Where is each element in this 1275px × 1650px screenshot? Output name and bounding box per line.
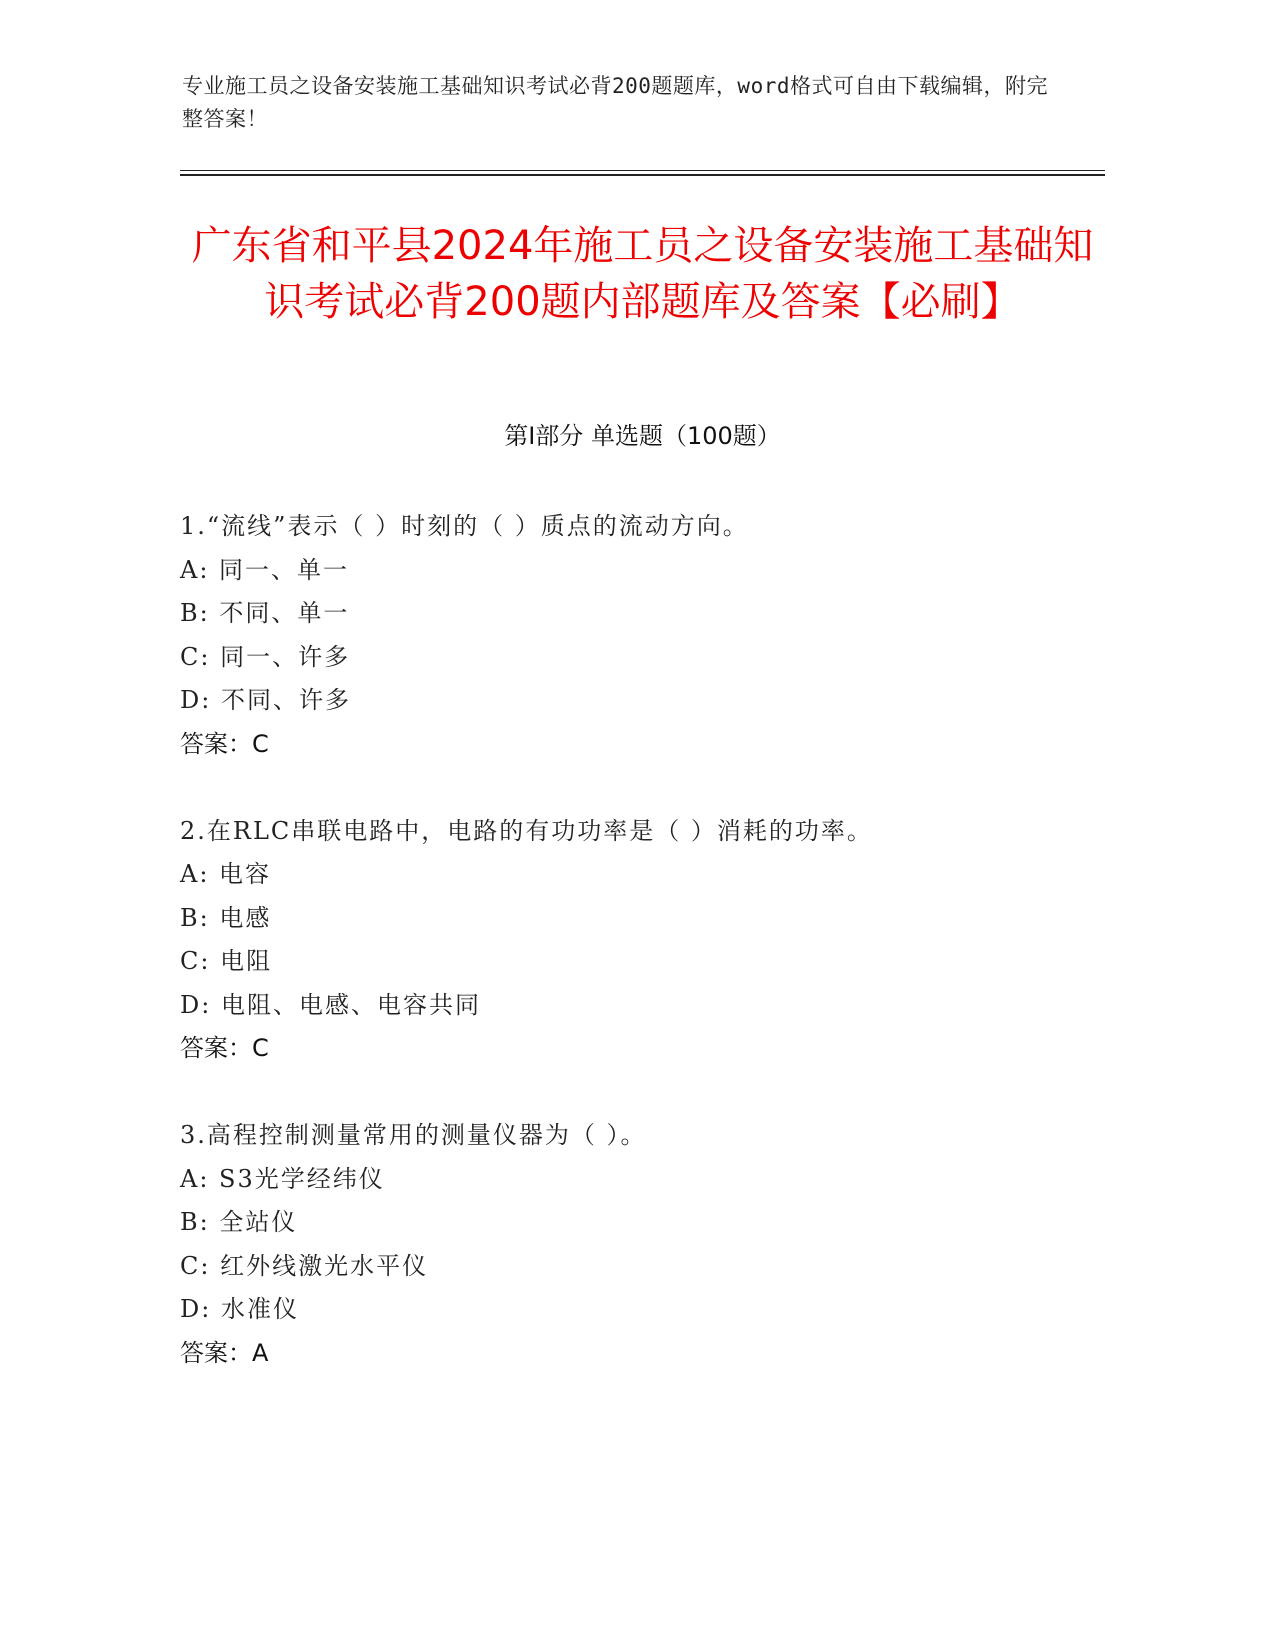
header-divider-thin (180, 170, 1105, 171)
question-option-d: D: 电阻、电感、电容共同 (180, 990, 481, 1019)
question-option-d: D: 水准仪 (180, 1295, 299, 1323)
question-option-a: A: 电容 (180, 860, 272, 888)
question-answer: 答案：C (180, 1034, 269, 1062)
question-answer: 答案：A (180, 1338, 269, 1367)
question-stem: 2.在RLC串联电路中，电路的有功功率是（ ）消耗的功率。 (180, 816, 873, 845)
question-option-a: A: 同一、单一 (180, 555, 350, 584)
question-option-b: B: 全站仪 (180, 1208, 298, 1236)
document-title: 广东省和平县2024年施工员之设备安装施工基础知识考试必背200题内部题库及答案【必刷】 (191, 223, 1094, 325)
question-option-c: C: 电阻 (180, 947, 273, 975)
question-item (180, 810, 1105, 1071)
question-list (180, 505, 1105, 1375)
section-title: 第I部分 单选题（100题） (504, 422, 781, 450)
question-option-d: D: 不同、许多 (180, 686, 351, 714)
question-stem: 3.高程控制测量常用的测量仪器为（ ）。 (180, 1121, 647, 1149)
question-answer: 答案：C (180, 729, 269, 758)
question-option-b: B: 不同、单一 (180, 599, 350, 627)
question-option-c: C: 红外线激光水平仪 (180, 1251, 429, 1280)
question-option-b: B: 电感 (180, 903, 272, 932)
question-stem: 1.“流线”表示（ ）时刻的（ ）质点的流动方向。 (180, 512, 749, 540)
question-spacer (180, 766, 1105, 810)
question-item (180, 1114, 1105, 1375)
header-note: 专业施工员之设备安装施工基础知识考试必背200题题库，word格式可自由下载编辑，附完整答案！ (182, 74, 1048, 131)
question-item (180, 505, 1105, 766)
header-divider-thick (180, 174, 1105, 176)
question-spacer (180, 1071, 1105, 1115)
question-option-a: A: S3光学经纬仪 (180, 1164, 385, 1193)
question-option-c: C: 同一、许多 (180, 642, 351, 671)
